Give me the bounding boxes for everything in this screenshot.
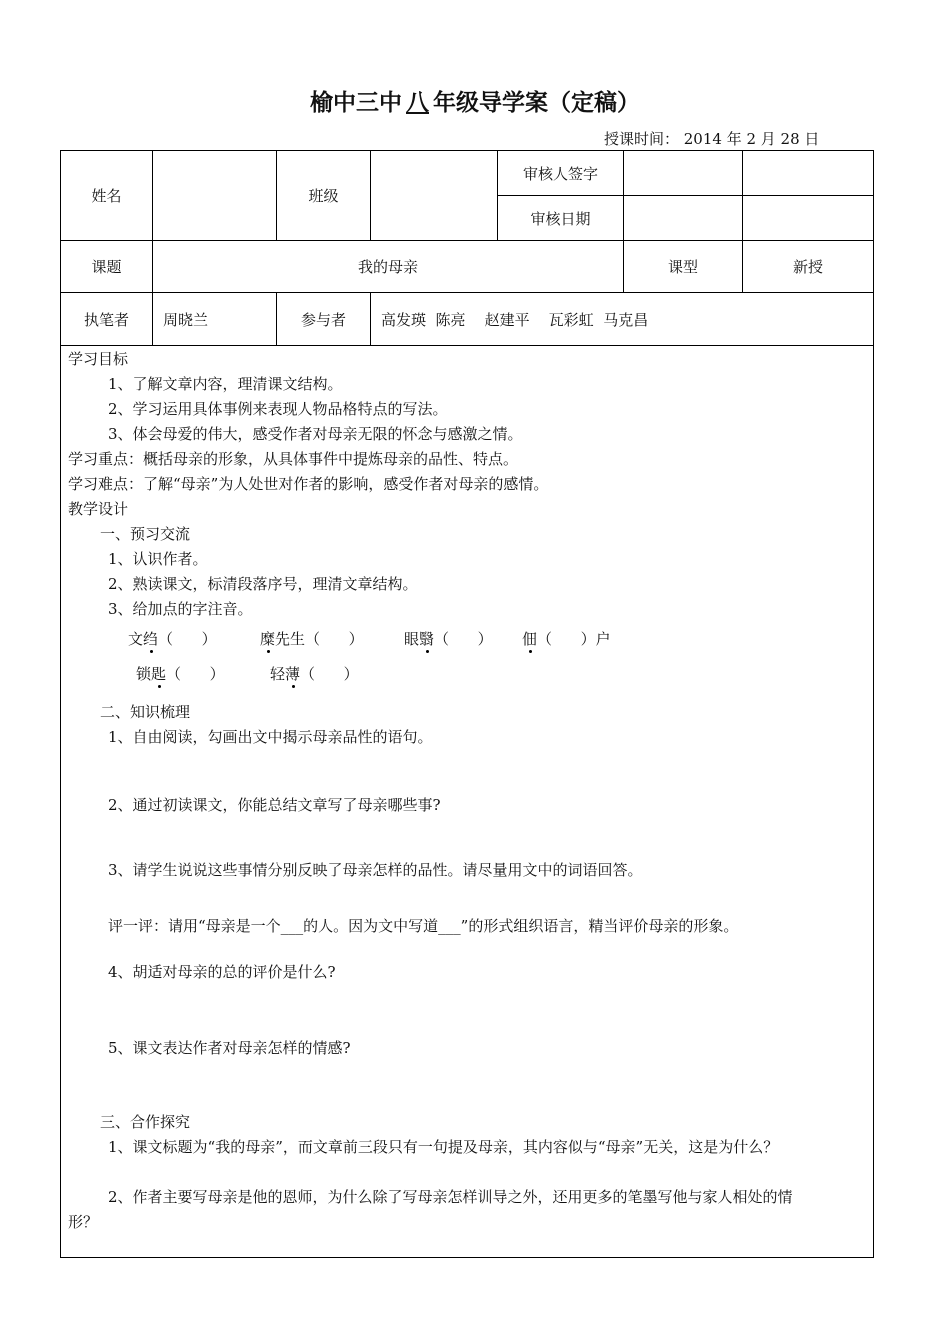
section-1-item-3: 3、给加点的字注音。 [108, 600, 253, 618]
dotted-char: 糜 [260, 630, 276, 648]
section-1-item-1: 1、认识作者。 [108, 550, 208, 568]
section-2-item-2: 2、通过初读课文，你能总结文章写了母亲哪些事? [108, 796, 441, 814]
section-2-item-5: 5、课文表达作者对母亲怎样的情感? [108, 1039, 351, 1057]
section-3-heading: 三、合作探究 [100, 1113, 191, 1131]
section-2-item-3: 3、请学生说说这些事情分别反映了母亲怎样的品性。请尽量用文中的词语回答。 [108, 861, 643, 879]
section-2-item-4: 4、胡适对母亲的总的评价是什么? [108, 963, 336, 981]
evaluate-prompt: 评一评：请用“母亲是一个___的人。因为文中写道___”的形式组织语言，精当评价母亲的形象。 [108, 917, 739, 935]
section-1-item-2: 2、熟读课文，标清段落序号，理清文章结构。 [108, 575, 418, 593]
dotted-char: 薄 [285, 665, 301, 683]
title-grade: 八 [406, 90, 429, 116]
title-suffix: 年级导学案（定稿） [433, 90, 640, 116]
name-field[interactable] [152, 150, 277, 241]
class-field[interactable] [370, 150, 498, 241]
dotted-char: 绉 [143, 630, 159, 648]
pinyin-word-mi: 糜先生（ ） [260, 630, 364, 648]
title-prefix: 榆中三中 [310, 90, 402, 116]
section-3-item-2-line-2: 形？ [68, 1213, 99, 1231]
goals-heading: 学习目标 [68, 350, 129, 368]
goal-1: 1、了解文章内容，理清课文结构。 [108, 375, 343, 393]
difficult-point: 学习难点：了解“母亲”为人处世对作者的影响，感受作者对母亲的感情。 [68, 475, 549, 493]
writer-label: 执笔者 [60, 292, 153, 346]
pinyin-word-wenzhou: 文绉（ ） [128, 630, 217, 648]
section-3-item-2-line-1: 2、作者主要写母亲是他的恩师，为什么除了写母亲怎样训导之外，还用更多的笔墨写他与家人相处的情 [108, 1188, 793, 1206]
section-1-heading: 一、预习交流 [100, 525, 191, 543]
name-label: 姓名 [60, 150, 153, 241]
pinyin-word-yanyi: 眼翳（ ） [404, 630, 493, 648]
review-date-label: 审核日期 [497, 195, 624, 241]
pinyin-word-qingbo: 轻薄（ ） [270, 665, 359, 683]
topic-value: 我的母亲 [152, 240, 624, 293]
participants-value: 高发瑛 陈亮 赵建平 瓦彩虹 马克昌 [370, 292, 874, 346]
pinyin-word-dian: 佃（ ）户 [522, 630, 611, 648]
topic-label: 课题 [60, 240, 153, 293]
section-2-item-1: 1、自由阅读，勾画出文中揭示母亲品性的语句。 [108, 728, 433, 746]
section-3-item-1: 1、课文标题为“我的母亲”，而文章前三段只有一句提及母亲，其内容似与“母亲”无关，这是为什么？ [108, 1138, 779, 1156]
pinyin-word-suochi: 锁匙（ ） [136, 665, 225, 683]
reviewer-sign-extra[interactable] [742, 150, 874, 196]
dotted-char: 佃 [522, 630, 538, 648]
design-heading: 教学设计 [68, 500, 129, 518]
review-date-extra[interactable] [742, 195, 874, 241]
goal-2: 2、学习运用具体事例来表现人物品格特点的写法。 [108, 400, 448, 418]
participants-label: 参与者 [276, 292, 371, 346]
type-label: 课型 [623, 240, 743, 293]
writer-value: 周晓兰 [152, 292, 277, 346]
dotted-char: 匙 [151, 665, 167, 683]
goal-3: 3、体会母爱的伟大，感受作者对母亲无限的怀念与感激之情。 [108, 425, 523, 443]
class-label: 班级 [276, 150, 371, 241]
reviewer-sign-field[interactable] [623, 150, 743, 196]
review-date-field[interactable] [623, 195, 743, 241]
page-title [0, 84, 950, 117]
reviewer-sign-label: 审核人签字 [497, 150, 624, 196]
dotted-char: 翳 [419, 630, 435, 648]
lesson-date: 授课时间： 2014 年 2 月 28 日 [604, 130, 820, 148]
type-value: 新授 [742, 240, 874, 293]
section-2-heading: 二、知识梳理 [100, 703, 191, 721]
key-point: 学习重点：概括母亲的形象，从具体事件中提炼母亲的品性、特点。 [68, 450, 519, 468]
